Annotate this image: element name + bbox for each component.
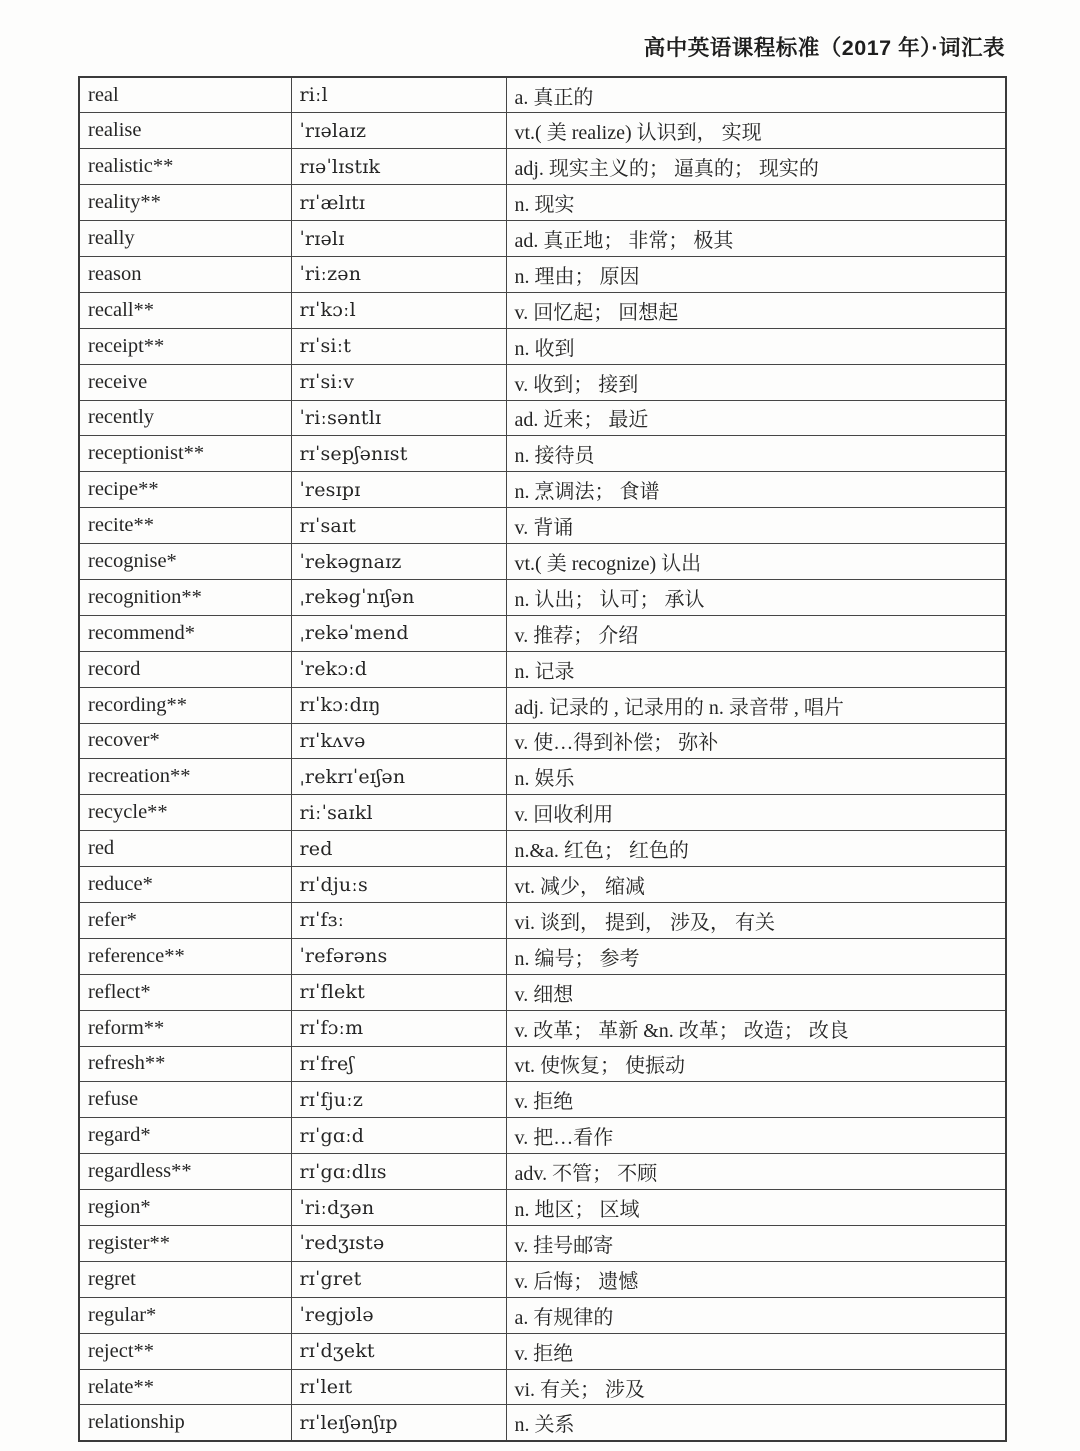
word-cell: reality** (79, 185, 291, 221)
definition-cell: vt. 使恢复； 使振动 (506, 1046, 1006, 1082)
word-cell: refuse (79, 1082, 291, 1118)
word-cell: reduce* (79, 867, 291, 903)
ipa-cell: rɪˈkɔːl (291, 292, 506, 328)
word-cell: regret (79, 1261, 291, 1297)
definition-cell: n. 编号； 参考 (506, 938, 1006, 974)
ipa-cell: rɪˈkɔːdɪŋ (291, 687, 506, 723)
word-cell: reason (79, 256, 291, 292)
ipa-cell: rɪəˈlɪstɪk (291, 149, 506, 185)
table-row (79, 221, 1006, 257)
definition-cell: v. 推荐； 介绍 (506, 615, 1006, 651)
word-cell: regular* (79, 1297, 291, 1333)
word-cell: real (79, 77, 291, 113)
table-row (79, 902, 1006, 938)
table-row (79, 1154, 1006, 1190)
word-cell: recover* (79, 723, 291, 759)
definition-cell: vt.( 美 recognize) 认出 (506, 544, 1006, 580)
word-cell: recreation** (79, 759, 291, 795)
definition-cell: a. 有规律的 (506, 1297, 1006, 1333)
table-row (79, 1369, 1006, 1405)
page-header-title: 高中英语课程标准（2017 年）·词汇表 (643, 36, 1005, 60)
table-row (79, 795, 1006, 831)
definition-cell: n. 娱乐 (506, 759, 1006, 795)
word-cell: recycle** (79, 795, 291, 831)
ipa-cell: rɪˈflekt (291, 974, 506, 1010)
ipa-cell: rɪˈsaɪt (291, 508, 506, 544)
ipa-cell: ˈriːzən (291, 256, 506, 292)
table-row (79, 1297, 1006, 1333)
table-row (79, 687, 1006, 723)
definition-cell: ad. 真正地； 非常； 极其 (506, 221, 1006, 257)
word-cell: reject** (79, 1333, 291, 1369)
definition-cell: v. 背诵 (506, 508, 1006, 544)
ipa-cell: rɪˈfjuːz (291, 1082, 506, 1118)
ipa-cell: rɪˈsepʃənɪst (291, 436, 506, 472)
ipa-cell: ˈrekəgnaɪz (291, 544, 506, 580)
table-row (79, 867, 1006, 903)
word-cell: reference** (79, 938, 291, 974)
ipa-cell: rɪˈdjuːs (291, 867, 506, 903)
table-row (79, 615, 1006, 651)
word-cell: recite** (79, 508, 291, 544)
table-row (79, 651, 1006, 687)
word-cell: receptionist** (79, 436, 291, 472)
table-row (79, 508, 1006, 544)
ipa-cell: ˈresɪpɪ (291, 472, 506, 508)
definition-cell: adv. 不管； 不顾 (506, 1154, 1006, 1190)
ipa-cell: red (291, 831, 506, 867)
table-row (79, 292, 1006, 328)
definition-cell: vt. 减少， 缩减 (506, 867, 1006, 903)
word-cell: reform** (79, 1010, 291, 1046)
ipa-cell: ˌrekrɪˈeɪʃən (291, 759, 506, 795)
word-cell: really (79, 221, 291, 257)
definition-cell: v. 回忆起； 回想起 (506, 292, 1006, 328)
table-row (79, 472, 1006, 508)
definition-cell: n. 记录 (506, 651, 1006, 687)
table-row (79, 1010, 1006, 1046)
definition-cell: n. 现实 (506, 185, 1006, 221)
ipa-cell: ˈriːdʒən (291, 1190, 506, 1226)
word-cell: recall** (79, 292, 291, 328)
table-row (79, 256, 1006, 292)
ipa-cell: ˈrɪəlaɪz (291, 113, 506, 149)
table-row (79, 1118, 1006, 1154)
definition-cell: v. 细想 (506, 974, 1006, 1010)
definition-cell: n. 收到 (506, 328, 1006, 364)
ipa-cell: ˌrekəˈmend (291, 615, 506, 651)
table-row (79, 1226, 1006, 1262)
word-cell: realistic** (79, 149, 291, 185)
table-row (79, 1405, 1006, 1441)
ipa-cell: rɪˈgɑːdlɪs (291, 1154, 506, 1190)
definition-cell: vt.( 美 realize) 认识到， 实现 (506, 113, 1006, 149)
table-row (79, 1333, 1006, 1369)
ipa-cell: rɪˈfreʃ (291, 1046, 506, 1082)
ipa-cell: rɪˈfɜː (291, 902, 506, 938)
table-row (79, 185, 1006, 221)
ipa-cell: ˌrekəgˈnɪʃən (291, 579, 506, 615)
table-row (79, 831, 1006, 867)
ipa-cell: ˈriːsəntlɪ (291, 400, 506, 436)
definition-cell: v. 拒绝 (506, 1082, 1006, 1118)
ipa-cell: rɪˈælɪtɪ (291, 185, 506, 221)
definition-cell: n. 认出； 认可； 承认 (506, 579, 1006, 615)
definition-cell: v. 把…看作 (506, 1118, 1006, 1154)
definition-cell: n. 接待员 (506, 436, 1006, 472)
definition-cell: n. 关系 (506, 1405, 1006, 1441)
word-cell: recognise* (79, 544, 291, 580)
ipa-cell: rɪˈgret (291, 1261, 506, 1297)
word-cell: relationship (79, 1405, 291, 1441)
definition-cell: vi. 谈到， 提到， 涉及， 有关 (506, 902, 1006, 938)
definition-cell: n. 地区； 区域 (506, 1190, 1006, 1226)
table-row (79, 974, 1006, 1010)
table-row (79, 113, 1006, 149)
table-row (79, 1190, 1006, 1226)
table-row (79, 544, 1006, 580)
table-row (79, 1046, 1006, 1082)
word-cell: relate** (79, 1369, 291, 1405)
word-cell: region* (79, 1190, 291, 1226)
vocabulary-table-body (79, 77, 1006, 1441)
word-cell: register** (79, 1226, 291, 1262)
table-row (79, 1082, 1006, 1118)
table-row (79, 1261, 1006, 1297)
word-cell: recipe** (79, 472, 291, 508)
ipa-cell: rɪˈleɪʃənʃɪp (291, 1405, 506, 1441)
word-cell: refer* (79, 902, 291, 938)
ipa-cell: riːˈsaɪkl (291, 795, 506, 831)
definition-cell: adj. 现实主义的； 逼真的； 现实的 (506, 149, 1006, 185)
ipa-cell: rɪˈgɑːd (291, 1118, 506, 1154)
definition-cell: v. 收到； 接到 (506, 364, 1006, 400)
table-row (79, 149, 1006, 185)
ipa-cell: ˈredʒɪstə (291, 1226, 506, 1262)
definition-cell: n.&a. 红色； 红色的 (506, 831, 1006, 867)
definition-cell: v. 后悔； 遗憾 (506, 1261, 1006, 1297)
definition-cell: n. 理由； 原因 (506, 256, 1006, 292)
table-row (79, 759, 1006, 795)
word-cell: realise (79, 113, 291, 149)
table-row (79, 364, 1006, 400)
table-row (79, 436, 1006, 472)
definition-cell: v. 使…得到补偿； 弥补 (506, 723, 1006, 759)
word-cell: recently (79, 400, 291, 436)
ipa-cell: ˈrefərəns (291, 938, 506, 974)
ipa-cell: rɪˈsiːt (291, 328, 506, 364)
definition-cell: v. 回收利用 (506, 795, 1006, 831)
definition-cell: v. 挂号邮寄 (506, 1226, 1006, 1262)
vocabulary-table (78, 76, 1007, 1442)
ipa-cell: rɪˈfɔːm (291, 1010, 506, 1046)
word-cell: red (79, 831, 291, 867)
word-cell: regard* (79, 1118, 291, 1154)
table-row (79, 579, 1006, 615)
definition-cell: ad. 近来； 最近 (506, 400, 1006, 436)
table-row (79, 938, 1006, 974)
definition-cell: n. 烹调法； 食谱 (506, 472, 1006, 508)
table-row (79, 400, 1006, 436)
ipa-cell: rɪˈdʒekt (291, 1333, 506, 1369)
word-cell: recording** (79, 687, 291, 723)
table-row (79, 77, 1006, 113)
ipa-cell: rɪˈsiːv (291, 364, 506, 400)
table-row (79, 723, 1006, 759)
table-row (79, 328, 1006, 364)
ipa-cell: riːl (291, 77, 506, 113)
ipa-cell: rɪˈleɪt (291, 1369, 506, 1405)
word-cell: recommend* (79, 615, 291, 651)
definition-cell: vi. 有关； 涉及 (506, 1369, 1006, 1405)
ipa-cell: ˈregjʊlə (291, 1297, 506, 1333)
definition-cell: v. 拒绝 (506, 1333, 1006, 1369)
word-cell: record (79, 651, 291, 687)
definition-cell: adj. 记录的 , 记录用的 n. 录音带 , 唱片 (506, 687, 1006, 723)
ipa-cell: ˈrekɔːd (291, 651, 506, 687)
ipa-cell: rɪˈkʌvə (291, 723, 506, 759)
word-cell: refresh** (79, 1046, 291, 1082)
word-cell: reflect* (79, 974, 291, 1010)
definition-cell: v. 改革； 革新 &n. 改革； 改造； 改良 (506, 1010, 1006, 1046)
ipa-cell: ˈrɪəlɪ (291, 221, 506, 257)
word-cell: regardless** (79, 1154, 291, 1190)
word-cell: recognition** (79, 579, 291, 615)
word-cell: receipt** (79, 328, 291, 364)
definition-cell: a. 真正的 (506, 77, 1006, 113)
word-cell: receive (79, 364, 291, 400)
